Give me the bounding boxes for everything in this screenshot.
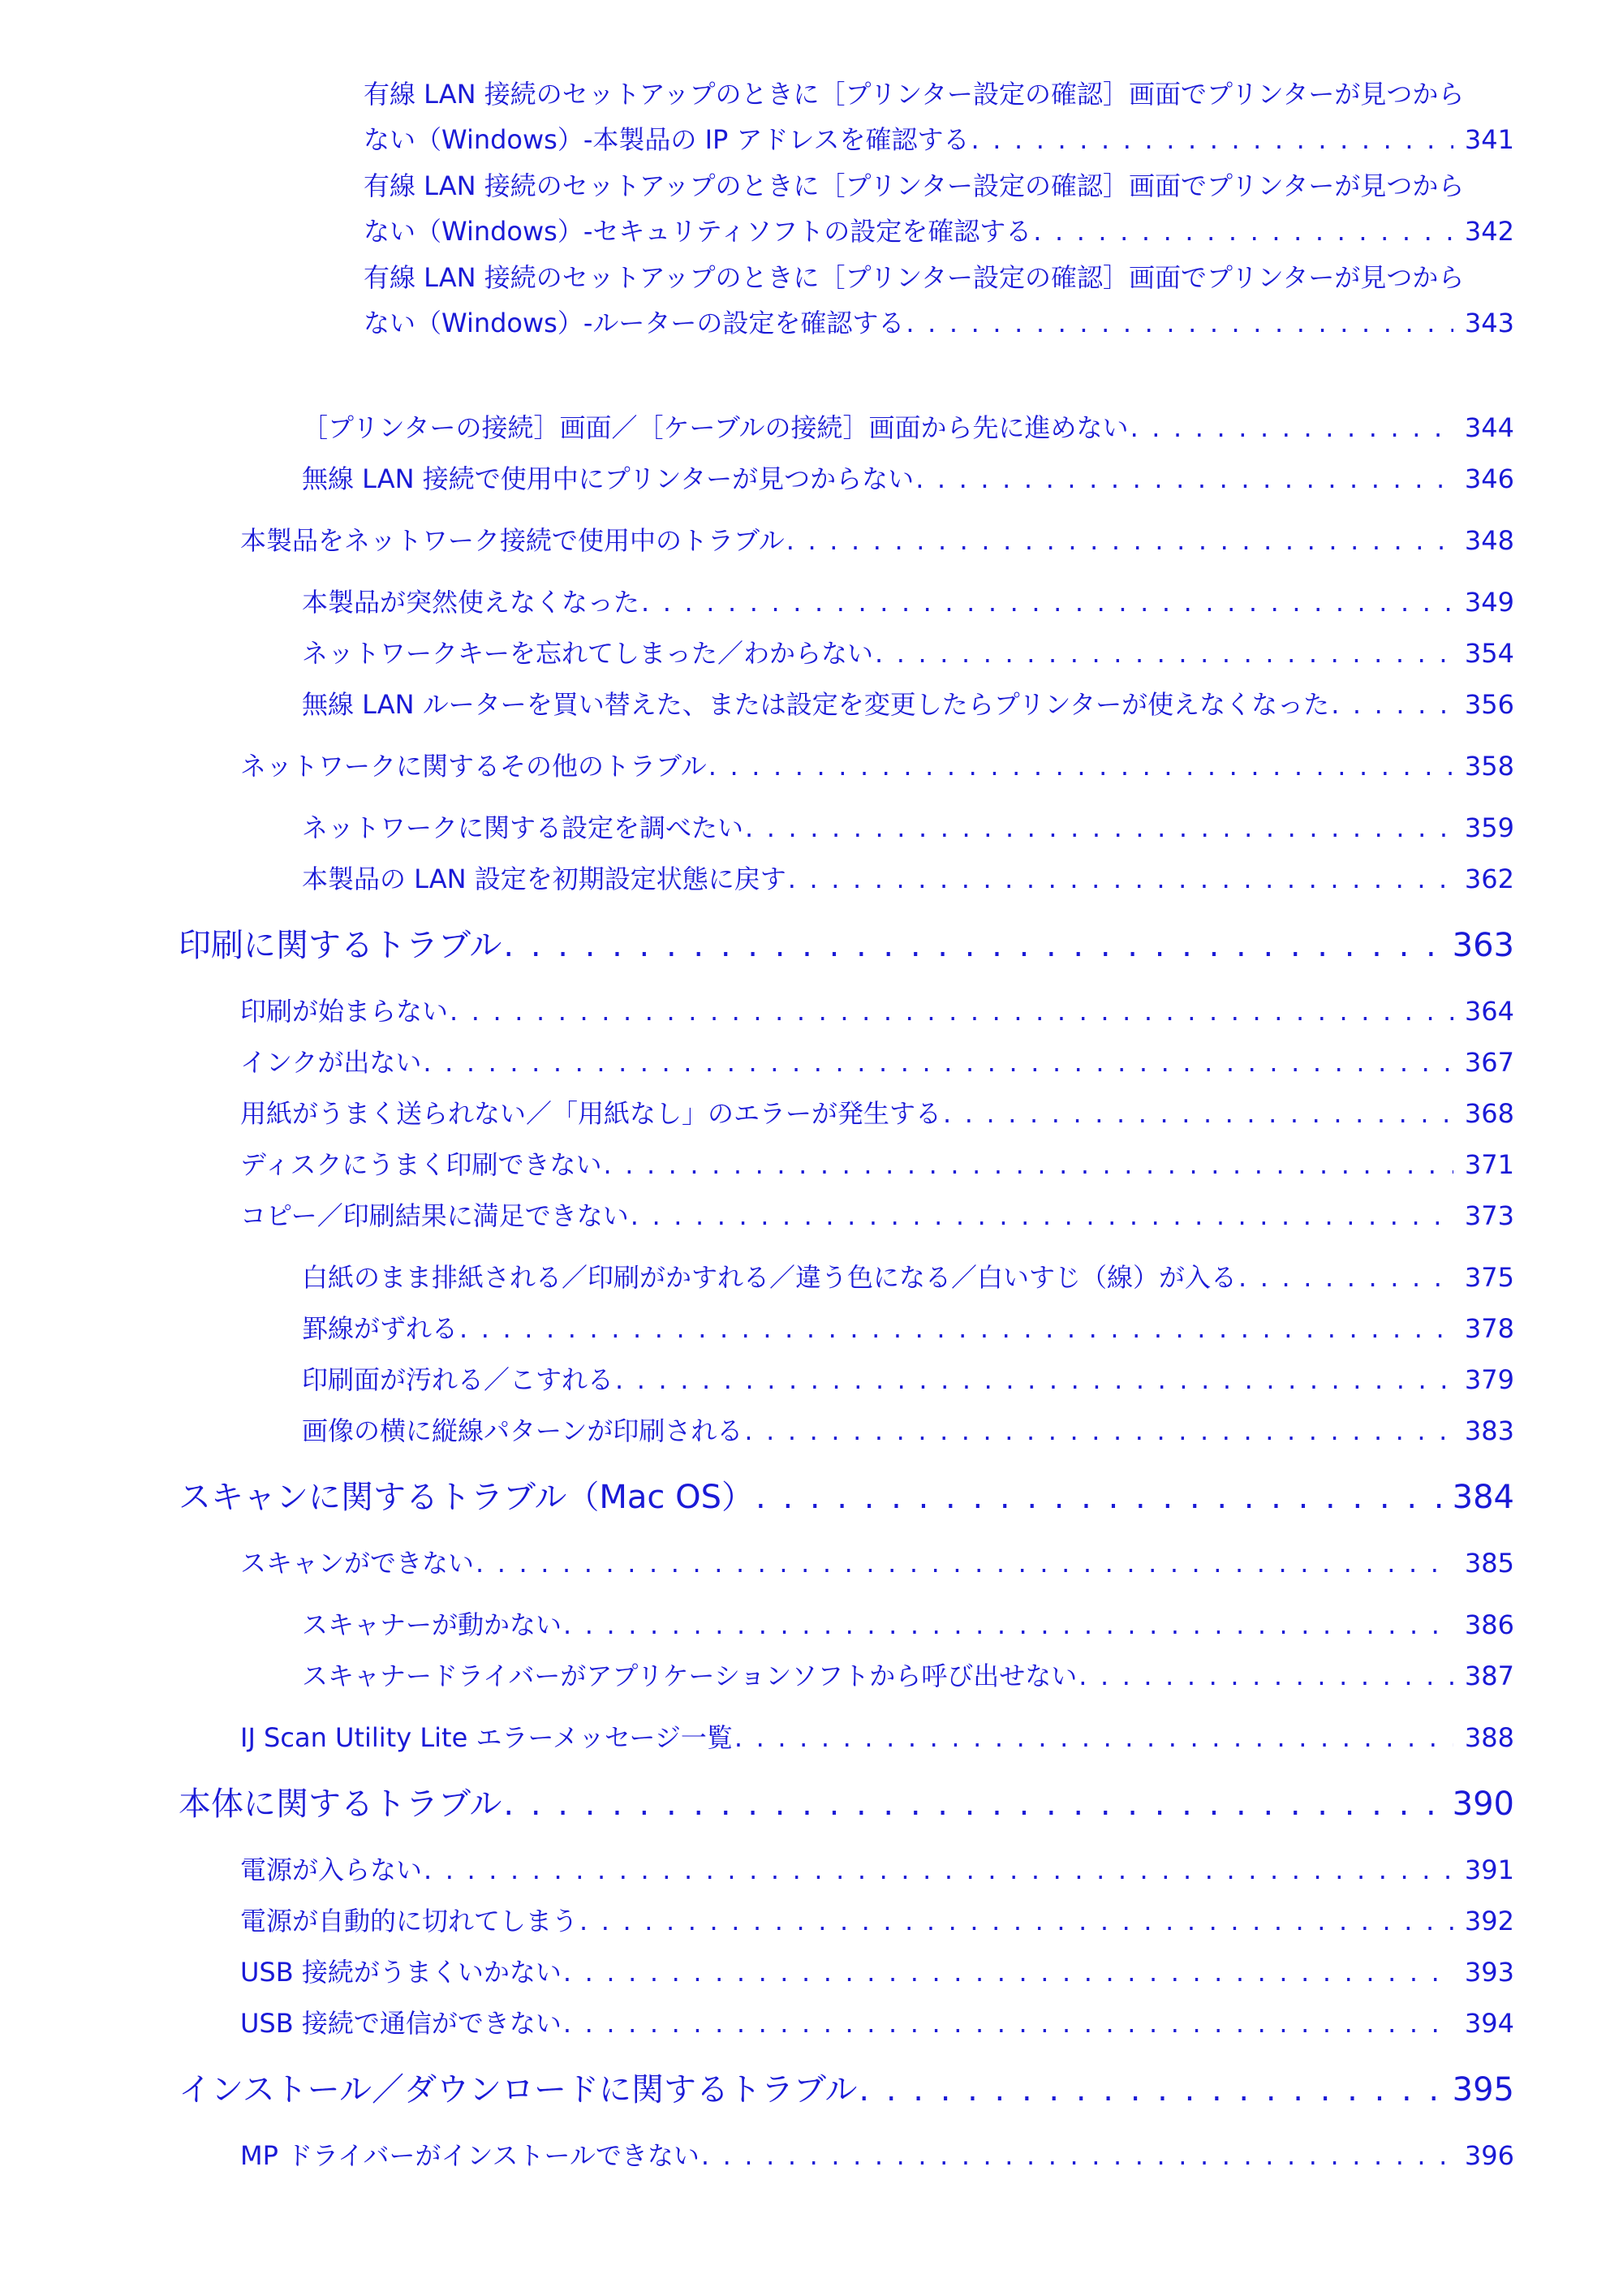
toc-entry-link[interactable] [302,859,1514,896]
toc-page-number: 385 [1464,1548,1514,1579]
toc-page-number: 348 [1464,525,1514,556]
toc-page-number: 371 [1464,1149,1514,1180]
toc-entry-row [302,407,1514,445]
toc-entry-title: 白紙のまま排紙される／印刷がかすれる／違う色になる／白いすじ（線）が入る [302,1262,1238,1293]
dot-leader [701,2140,1453,2171]
toc-entry-row [364,117,1514,162]
toc-page-number: 349 [1464,587,1514,618]
toc-entry[interactable] [302,407,1514,445]
toc-page-number: 346 [1464,463,1514,494]
toc-entry-link[interactable] [240,1543,1514,1580]
dot-leader [503,1786,1440,1823]
toc-entry[interactable] [240,1850,1514,1887]
dot-leader [915,463,1453,494]
dot-leader [875,638,1453,669]
toc-page-number: 368 [1464,1098,1514,1129]
toc-entry-title: ネットワークに関する設定を調べたい [302,812,744,843]
toc-page-number: 358 [1464,751,1514,782]
toc-entry[interactable] [240,2003,1514,2040]
toc-entry-row [302,1605,1514,1642]
toc-entry[interactable] [240,1093,1514,1131]
toc-entry-link[interactable] [240,1093,1514,1131]
toc-entry-title: ない（Windows）-本製品の IP アドレスを確認する [364,124,970,155]
toc-entry-title: ネットワークに関するその他のトラブル [240,751,707,782]
toc-entry-row [302,1359,1514,1397]
toc-entry[interactable] [240,1717,1514,1755]
dot-leader [788,864,1453,894]
toc-entry-link[interactable] [302,582,1514,619]
toc-page-number: 395 [1452,2071,1514,2109]
toc-entry-row [364,209,1514,254]
toc-entry[interactable] [240,1901,1514,1938]
toc-entry[interactable] [240,520,1514,558]
toc-entry-link[interactable] [240,1952,1514,1989]
toc-entry-link[interactable] [364,163,1514,254]
dot-leader [1331,689,1453,720]
toc-entry[interactable] [179,2064,1514,2110]
dot-leader [744,1415,1453,1446]
toc-entry-title: 画像の横に縦線パターンが印刷される [302,1415,743,1446]
toc-entry-title: 本製品の LAN 設定を初期設定状態に戻す [302,864,786,894]
toc-entry[interactable] [364,71,1514,162]
toc-page-number: 390 [1452,1786,1514,1823]
toc-entry-link[interactable] [179,1471,1514,1518]
dot-leader [1130,412,1453,443]
toc-entry-link[interactable] [302,684,1514,722]
toc-entry-row [179,1778,1514,1824]
dot-leader [563,1609,1453,1640]
toc-entry[interactable] [240,1543,1514,1580]
toc-entry-title: スキャナードライバーがアプリケーションソフトから呼び出せない [302,1661,1078,1691]
toc-entry[interactable] [179,1471,1514,1518]
toc-entry[interactable] [240,1195,1514,1233]
dot-leader [631,1200,1453,1231]
toc-entry[interactable] [240,1042,1514,1079]
toc-page-number: 386 [1464,1609,1514,1640]
toc-entry-row [302,1308,1514,1346]
dot-leader [1238,1262,1453,1293]
toc-entry-link[interactable] [240,1717,1514,1755]
toc-entry-row [302,1656,1514,1693]
toc-entry-link[interactable] [179,1778,1514,1824]
toc-entry[interactable] [364,255,1514,346]
toc-entry-row [302,1257,1514,1294]
toc-entry-link[interactable] [302,1605,1514,1642]
toc-page-number: 387 [1464,1661,1514,1691]
toc-entry-link[interactable] [302,1656,1514,1693]
toc-page-number: 383 [1464,1415,1514,1446]
toc-entry-title: 罫線がずれる [302,1313,458,1344]
toc-page-number: 391 [1464,1854,1514,1885]
toc-entry-link[interactable] [302,459,1514,496]
toc-entry-row [240,1717,1514,1755]
dot-leader [476,1548,1453,1579]
toc-entry[interactable] [179,1778,1514,1824]
dot-leader [734,1722,1453,1753]
toc-entry[interactable] [364,163,1514,254]
toc-entry-row [240,746,1514,783]
toc-entry[interactable] [302,1308,1514,1346]
toc-entry-link[interactable] [364,71,1514,162]
toc-entry-link[interactable] [240,2003,1514,2040]
dot-leader [503,927,1440,964]
toc-entry-title: スキャナーが動かない [302,1609,562,1640]
toc-entry[interactable] [302,808,1514,845]
toc-page-number: 396 [1464,2140,1514,2171]
dot-leader [906,300,1453,346]
toc-page-number: 354 [1464,638,1514,669]
toc-entry-title: 電源が自動的に切れてしまう [240,1906,579,1936]
toc-entry-link[interactable] [179,920,1514,966]
toc-entry-title: 印刷に関するトラブル [179,927,502,964]
dot-leader [641,587,1453,618]
toc-entry[interactable] [302,1359,1514,1397]
dot-leader [579,1906,1453,1936]
toc-page-number: 344 [1464,412,1514,443]
toc-entry-link[interactable] [302,1411,1514,1448]
toc-entry-title: インクが出ない [240,1047,422,1078]
toc-page-number: 373 [1464,1200,1514,1231]
toc-entry[interactable] [302,582,1514,619]
toc-entry-row [240,520,1514,558]
toc-entry-link[interactable] [240,1850,1514,1887]
toc-entry-row [302,808,1514,845]
toc-entry-row [179,920,1514,966]
toc-page-number: 359 [1464,812,1514,843]
toc-entry-title: スキャンに関するトラブル（Mac OS） [179,1479,755,1516]
dot-leader [603,1149,1453,1180]
toc-entry-link[interactable] [302,1308,1514,1346]
toc-entry-link[interactable] [240,1195,1514,1233]
toc-entry[interactable] [302,684,1514,722]
toc-page-number: 356 [1464,689,1514,720]
toc-entry-row [240,2003,1514,2040]
toc-entry-title: MP ドライバーがインストールできない [240,2140,700,2171]
toc-entry-row [302,459,1514,496]
toc-entry-link[interactable] [179,2064,1514,2110]
toc-page-number: 379 [1464,1364,1514,1395]
dot-leader [971,117,1453,162]
toc-entry-title-line1: 有線 LAN 接続のセットアップのときに［プリンター設定の確認］画面でプリンターが見つから [364,170,1465,201]
toc-entry-row [302,859,1514,896]
toc-entry-link[interactable] [240,991,1514,1028]
dot-leader [943,1098,1453,1129]
toc-entry-row [364,300,1514,346]
toc-entry-title: ディスクにうまく印刷できない [240,1149,602,1180]
toc-entry[interactable] [302,1257,1514,1294]
toc-entry-title: ない（Windows）-ルーターの設定を確認する [364,308,905,338]
toc-entry-title: コピー／印刷結果に満足できない [240,1200,629,1231]
toc-entry-row [302,582,1514,619]
dot-leader [563,2008,1453,2039]
toc-entry[interactable] [240,1952,1514,1989]
toc-entry-row [240,1850,1514,1887]
toc-page-number: 378 [1464,1313,1514,1344]
dot-leader [786,525,1453,556]
toc-entry-title-line1: 有線 LAN 接続のセットアップのときに［プリンター設定の確認］画面でプリンターが見つから [364,262,1465,293]
toc-page-number: 362 [1464,864,1514,894]
toc-page-number: 375 [1464,1262,1514,1293]
dot-leader [563,1957,1453,1988]
toc-entry-link[interactable] [302,1359,1514,1397]
toc-entry-row [240,1093,1514,1131]
toc-page-number: 384 [1452,1479,1514,1516]
toc-entry[interactable] [240,1144,1514,1182]
dot-leader [1033,209,1453,254]
dot-leader [424,1854,1453,1885]
toc-entry[interactable] [302,859,1514,896]
toc-entry-title: 印刷が始まらない [240,996,449,1027]
toc-entry-title: ネットワークキーを忘れてしまった／わからない [302,638,874,669]
toc-entry[interactable] [240,746,1514,783]
toc-page-number: 364 [1464,996,1514,1027]
toc-page-number: 343 [1464,308,1514,338]
toc-entry-link[interactable] [240,2135,1514,2173]
toc-entry-title: 本製品が突然使えなくなった [302,587,640,618]
toc-entry-row [240,1195,1514,1233]
toc-entry[interactable] [302,1605,1514,1642]
toc-entry-row [240,1952,1514,1989]
toc-entry-row [302,633,1514,670]
toc-page-number: 341 [1464,124,1514,155]
dot-leader [708,751,1453,782]
toc-entry[interactable] [240,991,1514,1028]
dot-leader [450,996,1453,1027]
toc-entry-link[interactable] [302,407,1514,445]
toc-entry-row [240,1901,1514,1938]
toc-page-number: 363 [1452,927,1514,964]
toc-entry-link[interactable] [240,1144,1514,1182]
toc-entry-link[interactable] [302,1257,1514,1294]
toc-entry-link[interactable] [240,1042,1514,1079]
toc-entry-title: ［プリンターの接続］画面／［ケーブルの接続］画面から先に進めない [302,412,1129,443]
toc-entry-row [240,1144,1514,1182]
dot-leader [859,2071,1440,2109]
toc-entry-link[interactable] [364,255,1514,346]
toc-entry-link[interactable] [240,520,1514,558]
toc-entry-title: 本体に関するトラブル [179,1786,502,1823]
toc-entry[interactable] [302,459,1514,496]
toc-entry-title: USB 接続がうまくいかない [240,1957,562,1988]
toc-entry-row [240,991,1514,1028]
toc-page-number: 393 [1464,1957,1514,1988]
toc-page-number: 367 [1464,1047,1514,1078]
dot-leader [745,812,1453,843]
toc-entry-row [302,1411,1514,1448]
toc-entry-title: USB 接続で通信ができない [240,2008,562,2039]
toc-page-number: 342 [1464,216,1514,247]
toc-entry-link[interactable] [302,808,1514,845]
toc-page-number: 394 [1464,2008,1514,2039]
toc-entry-title: 用紙がうまく送られない／「用紙なし」のエラーが発生する [240,1098,942,1129]
toc-entry-title-line1: 有線 LAN 接続のセットアップのときに［プリンター設定の確認］画面でプリンターが見つから [364,79,1465,110]
toc-page-number: 392 [1464,1906,1514,1936]
toc-entry-row [302,684,1514,722]
toc-entry-title: 無線 LAN 接続で使用中にプリンターが見つからない [302,463,915,494]
toc-entry-title: 印刷面が汚れる／こすれる [302,1364,614,1395]
toc-entry-row [179,1471,1514,1518]
toc-entry-link[interactable] [240,746,1514,783]
dot-leader [1078,1661,1453,1691]
toc-entry-link[interactable] [302,633,1514,670]
toc-entry-title: ない（Windows）-セキュリティソフトの設定を確認する [364,216,1032,247]
toc-entry[interactable] [240,2135,1514,2173]
toc-entry-title: IJ Scan Utility Lite エラーメッセージ一覧 [240,1722,733,1753]
toc-entry-title: スキャンができない [240,1548,475,1579]
toc-entry-row [179,2064,1514,2110]
toc-entry[interactable] [302,1656,1514,1693]
dot-leader [756,1479,1441,1516]
toc-entry-title: 電源が入らない [240,1854,423,1885]
toc-entry-title: 無線 LAN ルーターを買い替えた、または設定を変更したらプリンターが使えなくなった [302,689,1330,720]
toc-entry[interactable] [179,920,1514,966]
toc-entry[interactable] [302,1411,1514,1448]
toc-entry-link[interactable] [240,1901,1514,1938]
toc-entry[interactable] [302,633,1514,670]
toc-entry-row [240,1042,1514,1079]
dot-leader [459,1313,1453,1344]
toc-entry-title: インストール／ダウンロードに関するトラブル [179,2071,858,2109]
dot-leader [615,1364,1453,1395]
toc-entry-title: 本製品をネットワーク接続で使用中のトラブル [240,525,785,556]
toc-page-number: 388 [1464,1722,1514,1753]
dot-leader [423,1047,1453,1078]
toc-entry-row [240,1543,1514,1580]
toc-entry-row [240,2135,1514,2173]
